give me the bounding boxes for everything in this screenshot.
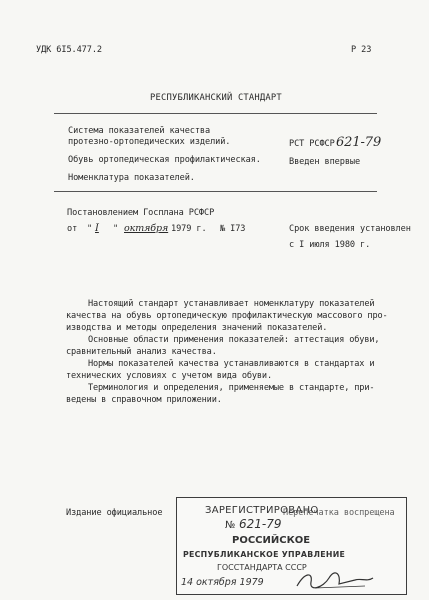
resolution-number: № I73 <box>220 224 246 234</box>
resolution-year: 1979 г. <box>171 224 207 234</box>
reprint-prohibited: Перепечатка воспрещена <box>283 508 395 518</box>
stamp-line-russian: РОССИЙСКОЕ <box>232 535 311 546</box>
stamp-line-gosstandart: ГОССТАНДАРТА СССР <box>217 563 307 572</box>
effective-date-label: Срок введения установлен <box>289 224 411 234</box>
subject-line-3: Обувь ортопедическая профилактическая. <box>68 155 261 165</box>
signature-icon <box>295 568 375 592</box>
document-title: РЕСПУБЛИКАНСКИЙ СТАНДАРТ <box>150 93 282 103</box>
body-line-2: качества на обувь ортопедическую профилактическую массового про- <box>66 311 388 321</box>
resolution-day: I <box>95 223 99 234</box>
udk-code: УДК 6I5.477.2 <box>36 45 102 55</box>
classification-group: Р 23 <box>351 45 372 55</box>
stamp-line-administration: РЕСПУБЛИКАНСКОЕ УПРАВЛЕНИЕ <box>183 550 346 559</box>
quote-close: " <box>113 224 119 234</box>
resolution-month: октября <box>124 223 169 234</box>
body-line-7: технических условиях с учетом вида обуви. <box>66 371 272 381</box>
rule-middle <box>54 191 377 192</box>
stamp-number-label: № <box>225 520 236 531</box>
rule-top <box>54 113 377 114</box>
standard-number: 621-79 <box>336 135 382 150</box>
body-line-5: сравнительный анализ качества. <box>66 347 217 357</box>
standard-prefix: РСТ РСФСР <box>289 139 335 149</box>
subject-line-1: Система показателей качества <box>68 126 211 136</box>
registration-stamp <box>176 497 407 595</box>
body-line-4: Основные области применения показателей: аттестация обуви, <box>88 335 380 345</box>
body-line-3: изводства и методы определения значений показателей. <box>66 323 328 333</box>
resolution-line: Постановлением Госплана РСФСР <box>67 208 215 218</box>
subject-line-4: Номенклатура показателей. <box>68 173 195 183</box>
subject-line-2: протезно-ортопедических изделий. <box>68 137 231 147</box>
effective-date: с I июля 1980 г. <box>289 240 371 250</box>
introduction-note: Введен впервые <box>289 157 361 167</box>
resolution-from: от <box>67 224 78 234</box>
official-edition: Издание официальное <box>66 508 163 518</box>
stamp-number: 621-79 <box>239 517 282 531</box>
body-line-9: ведены в справочном приложении. <box>66 395 222 405</box>
stamp-date: 14 октября 1979 <box>181 577 264 588</box>
body-line-8: Терминология и определения, применяемые в стандарте, при- <box>88 383 375 393</box>
body-line-1: Настоящий стандарт устанавливает номенклатуру показателей <box>88 299 375 309</box>
quote-open: " <box>87 224 93 234</box>
body-line-6: Нормы показателей качества устанавливаются в стандартах и <box>88 359 375 369</box>
stamp-registered: ЗАРЕГИСТРИРОВАНО <box>205 505 319 516</box>
